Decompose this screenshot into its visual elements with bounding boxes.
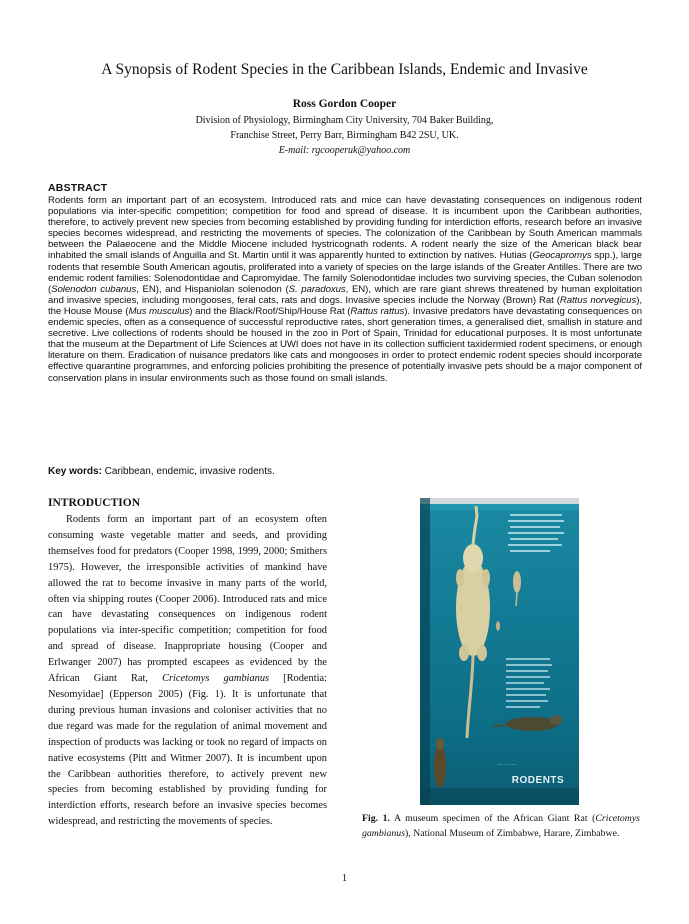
introduction-italic: Cricetomys gambianus [162,673,270,685]
abstract-italic: Rattus rattus [350,305,405,317]
author-affiliation [30,113,659,158]
author-email: E-mail: rgcooperuk@yahoo.com [278,145,411,156]
abstract-text: , EN), which are rare giant shrews threatened by human exploitation and invasive species, including mongooses, feral cats, rats and dogs. Invasive species include the Norway (Brown) Rat ( [48,283,643,306]
introduction-paragraph [48,512,327,830]
abstract-italic: Geocapromys [532,250,592,262]
abstract-body [48,195,642,384]
abstract-text: , EN), and Hispaniolan solenodon ( [136,283,289,295]
abstract-heading: ABSTRACT [48,182,108,194]
svg-text:— — —: — — — [498,762,516,768]
abstract-italic: Rattus norvegicus [559,294,637,306]
keywords-text: Caribbean, endemic, invasive rodents. [101,466,275,477]
abstract-text: ). Invasive predators have devastating consequences on endemic species, often as a consequence of successful reproductive rates, short generation times, a generalised diet, smallish in stature and secretive. Live collections of rodents should be housed in the zoo in Port of Spain, Trinidad for educational purposes. It is most unfortunate that the museum at the Department of Life Sciences at UWI does not have in its collection sufficient taxidermied rodent specimens, or enough literature on them. Eradication of nuisance predators like cats and mongooses in order to protect endemic rodent species should incorporate effective quarantine programmes, and enforcing policies prohibiting the presence of potentially invasive pets should be a major component of conservation plans in insular environments such as those found on small islands. [48,305,643,384]
figure-caption-italic: Cricetomys gambianus [362,813,640,839]
keywords [48,466,275,477]
page-number: 1 [342,873,347,884]
introduction-text: Rodents form an important part of an ecosystem often consuming waste vegetable matter and seeds, and providing themselves food for predators (Cooper 1998, 1999, 2000; Smithers 1975). However, the irresponsible activities of mankind have allowed the rat to become invasive in many parts of the world, often via shipping routes (Cooper 2006). Introduced rats and mice can have devastating consequences on indigenous rodent populations via inter-specific competition; competition for food and spread of disease. Inappropriate housing (Cooper and Erlwanger 2007) has prompted escapees as evidenced by the African Giant Rat, [48,514,327,685]
abstract-text: spp.), large rodents that resemble South American agoutis, proliferated into a variety of species on the large islands of the Greater Antilles. There are two endemic rodent families: Solenodontidae and Capromyidae. The family Solenodontidae includes two surviving species, the Cuban solenodon ( [48,250,642,295]
introduction-body [48,512,327,830]
introduction-text: [Rodentia: Nesomyidae] (Epperson 2005) (Fig. 1). It is unfortunate that during previous human invasions and coloniser activities that no due regard was made for the regulation of animal movement and inspection of products was lacking or took no regard of impacts on native ecosystems (Pitt and Witmer 2007). It is incumbent upon the Caribbean authorities therefore, to actively prevent new species from becoming established by providing funding for interdiction efforts, research before an invasive species becomes widespread, and restricting the movements of species. [48,673,328,828]
museum-display-illustration [420,498,579,805]
affiliation-line-2: Franchise Street, Perry Barr, Birmingham B42 2SU, UK. [230,130,459,141]
abstract-text: ), the House Mouse ( [48,294,642,317]
abstract-text: Rodents form an important part of an ecosystem. Introduced rats and mice can have devastating consequences on indigenous rodent populations via inter-specific competition; competition for food and spread of disease. It is incumbent upon the Caribbean authorities, therefore, to actively prevent new species from becoming established by providing funding for interdiction efforts, research before an invasive species becomes widespread, and restricting the movements of species. The colonization of the Caribbean by South American mammals between the Palaeocene and the Middle Miocene included hystricognath rodents. A rodent nearly the size of the American black bear inhabited the small islands of Anguilla and St. Martin until it was apparently hunted to extinction by natives. Hutias ( [48,195,642,262]
abstract-italic: Solenodon cubanus [51,283,137,295]
figure-photo-museum-rat [420,498,579,805]
figure-caption [362,812,640,841]
abstract-italic: Mus musculus [128,305,190,317]
figure-caption-text: ), National Museum of Zimbabwe, Harare, Zimbabwe. [405,827,620,839]
abstract-text: ) and the Black/Roof/Ship/House Rat ( [189,305,351,317]
figure-caption-label: Fig. 1. [362,813,390,824]
paper-title: A Synopsis of Rodent Species in the Caribbean Islands, Endemic and Invasive [101,61,588,78]
introduction-heading: INTRODUCTION [48,497,141,509]
abstract-italic: S. paradoxus [288,283,346,295]
author-name: Ross Gordon Cooper [292,98,397,110]
figure-caption-text: A museum specimen of the African Giant Rat ( [389,813,596,824]
affiliation-line-1: Division of Physiology, Birmingham City University, 704 Baker Building, [195,115,494,126]
figure-sign-text: RODENTS [511,775,565,786]
keywords-label: Key words: [48,466,102,477]
